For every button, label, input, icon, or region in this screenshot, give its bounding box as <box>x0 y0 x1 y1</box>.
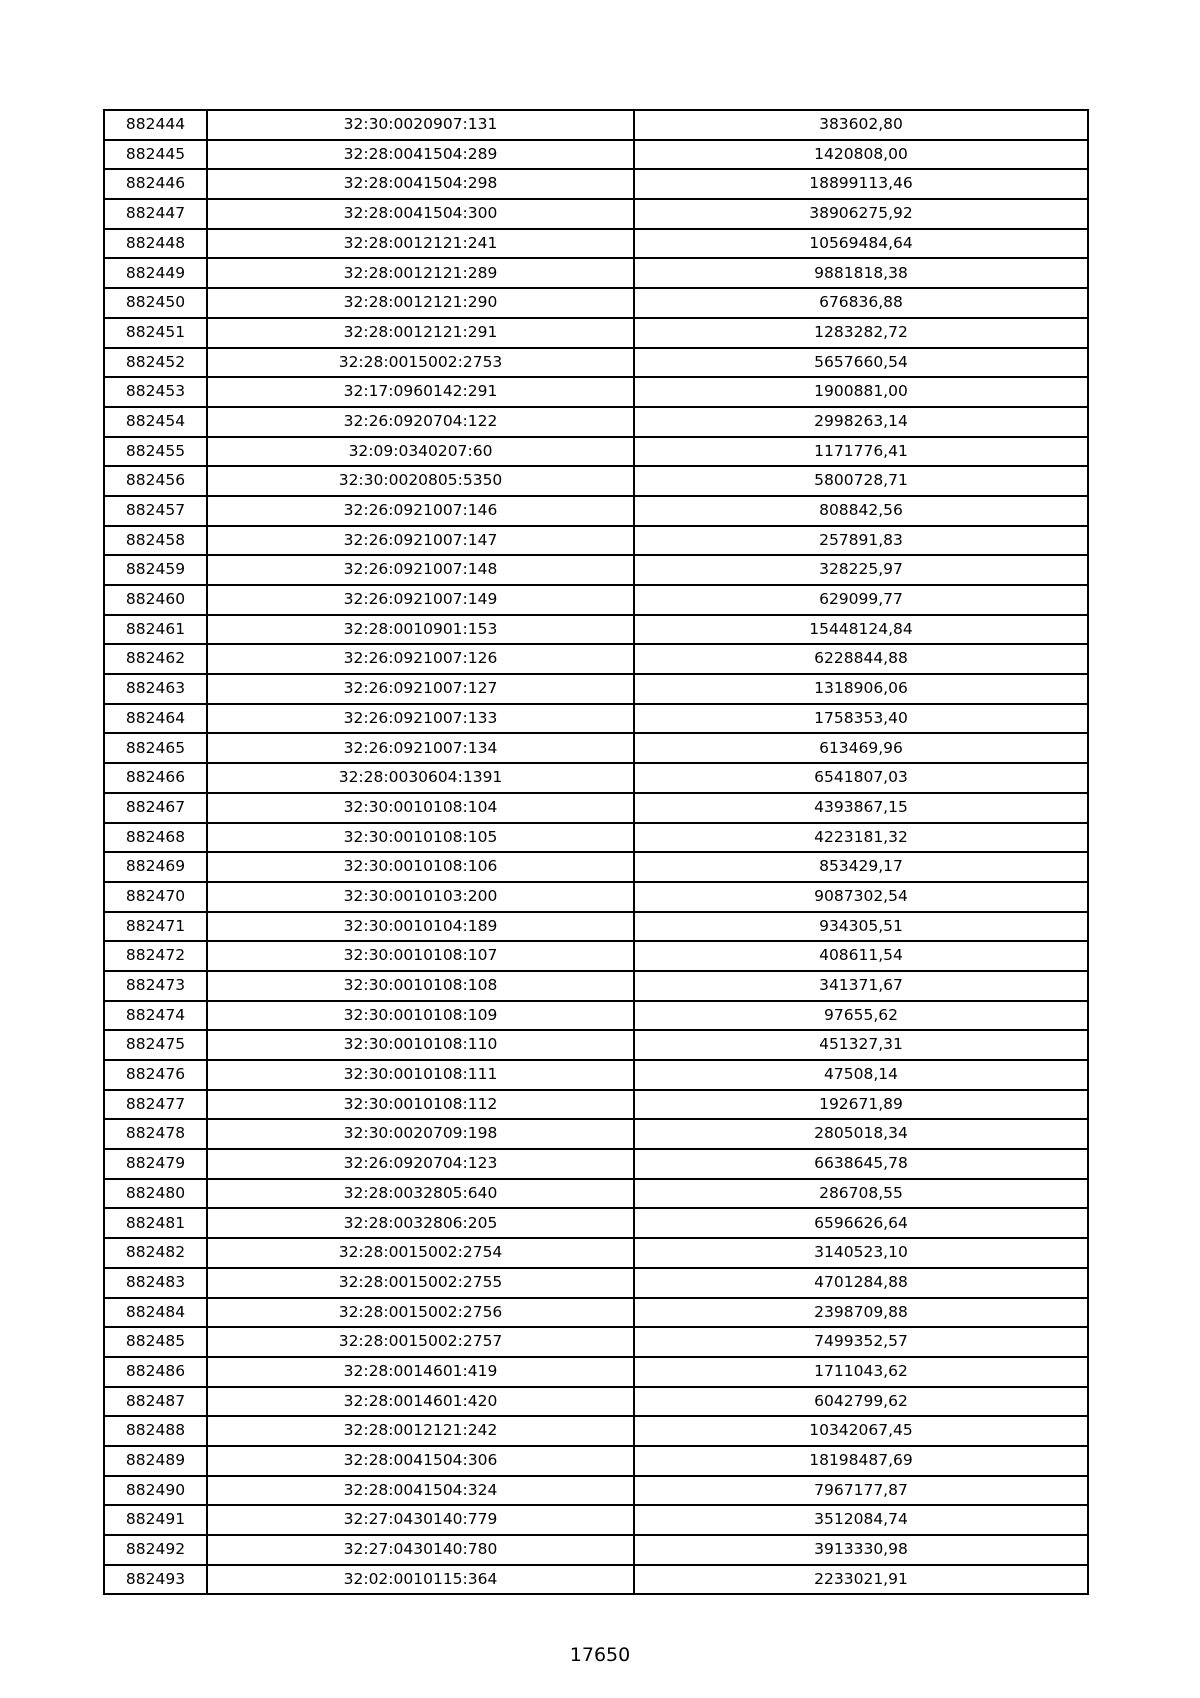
cadastral-number-cell: 32:28:0032806:205 <box>207 1208 634 1238</box>
cadastral-number-cell: 32:28:0012121:241 <box>207 229 634 259</box>
cadastral-value-cell: 328225,97 <box>634 555 1088 585</box>
row-number-cell: 882471 <box>104 912 207 942</box>
row-number-cell: 882487 <box>104 1387 207 1417</box>
table-row <box>104 1357 1088 1387</box>
table-row <box>104 615 1088 645</box>
table-row <box>104 229 1088 259</box>
table-row <box>104 1476 1088 1506</box>
row-number-cell: 882462 <box>104 644 207 674</box>
row-number-cell: 882467 <box>104 793 207 823</box>
row-number-cell: 882480 <box>104 1179 207 1209</box>
cadastral-value-cell: 2998263,14 <box>634 407 1088 437</box>
table-row <box>104 1505 1088 1535</box>
cadastral-value-cell: 7499352,57 <box>634 1327 1088 1357</box>
row-number-cell: 882473 <box>104 971 207 1001</box>
cadastral-value-cell: 4701284,88 <box>634 1268 1088 1298</box>
cadastral-value-cell: 676836,88 <box>634 288 1088 318</box>
cadastral-number-cell: 32:30:0010108:111 <box>207 1060 634 1090</box>
table-row <box>104 1238 1088 1268</box>
cadastral-number-cell: 32:28:0015002:2754 <box>207 1238 634 1268</box>
table-row <box>104 1387 1088 1417</box>
table-row <box>104 258 1088 288</box>
row-number-cell: 882476 <box>104 1060 207 1090</box>
row-number-cell: 882465 <box>104 733 207 763</box>
table-row <box>104 318 1088 348</box>
table-row <box>104 763 1088 793</box>
cadastral-number-cell: 32:02:0010115:364 <box>207 1565 634 1595</box>
cadastral-value-cell: 1318906,06 <box>634 674 1088 704</box>
cadastral-number-cell: 32:26:0921007:148 <box>207 555 634 585</box>
cadastral-value-cell: 7967177,87 <box>634 1476 1088 1506</box>
row-number-cell: 882489 <box>104 1446 207 1476</box>
table-row <box>104 555 1088 585</box>
table-row <box>104 644 1088 674</box>
row-number-cell: 882493 <box>104 1565 207 1595</box>
row-number-cell: 882469 <box>104 852 207 882</box>
cadastral-number-cell: 32:28:0041504:306 <box>207 1446 634 1476</box>
cadastral-value-cell: 47508,14 <box>634 1060 1088 1090</box>
cadastral-number-cell: 32:30:0010108:108 <box>207 971 634 1001</box>
cadastral-number-cell: 32:26:0921007:134 <box>207 733 634 763</box>
cadastral-value-cell: 6541807,03 <box>634 763 1088 793</box>
cadastral-value-cell: 97655,62 <box>634 1001 1088 1031</box>
row-number-cell: 882482 <box>104 1238 207 1268</box>
table-row <box>104 882 1088 912</box>
table-row <box>104 1535 1088 1565</box>
row-number-cell: 882450 <box>104 288 207 318</box>
table-row <box>104 288 1088 318</box>
row-number-cell: 882478 <box>104 1119 207 1149</box>
cadastral-number-cell: 32:28:0015002:2753 <box>207 348 634 378</box>
row-number-cell: 882454 <box>104 407 207 437</box>
row-number-cell: 882449 <box>104 258 207 288</box>
cadastral-number-cell: 32:30:0020709:198 <box>207 1119 634 1149</box>
table-row <box>104 1119 1088 1149</box>
row-number-cell: 882448 <box>104 229 207 259</box>
cadastral-value-cell: 2233021,91 <box>634 1565 1088 1595</box>
table-row <box>104 466 1088 496</box>
cadastral-number-cell: 32:26:0921007:126 <box>207 644 634 674</box>
table-row <box>104 1327 1088 1357</box>
cadastral-value-cell: 6228844,88 <box>634 644 1088 674</box>
row-number-cell: 882484 <box>104 1298 207 1328</box>
cadastral-value-cell: 1711043,62 <box>634 1357 1088 1387</box>
row-number-cell: 882486 <box>104 1357 207 1387</box>
cadastral-number-cell: 32:26:0921007:133 <box>207 704 634 734</box>
cadastral-number-cell: 32:26:0921007:146 <box>207 496 634 526</box>
row-number-cell: 882470 <box>104 882 207 912</box>
cadastral-number-cell: 32:09:0340207:60 <box>207 437 634 467</box>
table-row <box>104 585 1088 615</box>
cadastral-number-cell: 32:28:0030604:1391 <box>207 763 634 793</box>
row-number-cell: 882492 <box>104 1535 207 1565</box>
table-row <box>104 1208 1088 1238</box>
cadastral-value-cell: 629099,77 <box>634 585 1088 615</box>
cadastral-value-cell: 1900881,00 <box>634 377 1088 407</box>
cadastral-value-cell: 934305,51 <box>634 912 1088 942</box>
cadastral-value-cell: 15448124,84 <box>634 615 1088 645</box>
row-number-cell: 882488 <box>104 1416 207 1446</box>
row-number-cell: 882464 <box>104 704 207 734</box>
cadastral-value-cell: 808842,56 <box>634 496 1088 526</box>
cadastral-value-cell: 18899113,46 <box>634 169 1088 199</box>
table-row <box>104 823 1088 853</box>
row-number-cell: 882472 <box>104 941 207 971</box>
table-row <box>104 1298 1088 1328</box>
table-row <box>104 704 1088 734</box>
row-number-cell: 882475 <box>104 1030 207 1060</box>
table-row <box>104 912 1088 942</box>
table-row <box>104 377 1088 407</box>
cadastral-value-cell: 10569484,64 <box>634 229 1088 259</box>
table-row <box>104 437 1088 467</box>
cadastral-value-cell: 1171776,41 <box>634 437 1088 467</box>
cadastral-value-cell: 1283282,72 <box>634 318 1088 348</box>
table-row <box>104 733 1088 763</box>
cadastral-number-cell: 32:30:0010104:189 <box>207 912 634 942</box>
table-row <box>104 1416 1088 1446</box>
cadastral-number-cell: 32:28:0014601:420 <box>207 1387 634 1417</box>
row-number-cell: 882491 <box>104 1505 207 1535</box>
row-number-cell: 882477 <box>104 1090 207 1120</box>
row-number-cell: 882468 <box>104 823 207 853</box>
cadastral-number-cell: 32:30:0020907:131 <box>207 110 634 140</box>
row-number-cell: 882451 <box>104 318 207 348</box>
cadastral-number-cell: 32:30:0010103:200 <box>207 882 634 912</box>
cadastral-value-cell: 192671,89 <box>634 1090 1088 1120</box>
row-number-cell: 882447 <box>104 199 207 229</box>
cadastral-number-cell: 32:30:0010108:104 <box>207 793 634 823</box>
cadastral-number-cell: 32:30:0010108:105 <box>207 823 634 853</box>
row-number-cell: 882490 <box>104 1476 207 1506</box>
table-row <box>104 526 1088 556</box>
cadastral-value-cell: 9087302,54 <box>634 882 1088 912</box>
row-number-cell: 882452 <box>104 348 207 378</box>
table-row <box>104 674 1088 704</box>
table-row <box>104 110 1088 140</box>
row-number-cell: 882461 <box>104 615 207 645</box>
cadastral-value-cell: 2398709,88 <box>634 1298 1088 1328</box>
cadastral-number-cell: 32:28:0041504:300 <box>207 199 634 229</box>
cadastral-number-cell: 32:28:0014601:419 <box>207 1357 634 1387</box>
cadastral-number-cell: 32:30:0010108:110 <box>207 1030 634 1060</box>
table-row <box>104 496 1088 526</box>
table-row <box>104 1001 1088 1031</box>
cadastral-value-cell: 6638645,78 <box>634 1149 1088 1179</box>
cadastral-number-cell: 32:30:0010108:107 <box>207 941 634 971</box>
cadastral-value-cell: 4223181,32 <box>634 823 1088 853</box>
table-row <box>104 407 1088 437</box>
cadastre-value-table <box>103 109 1089 1595</box>
row-number-cell: 882459 <box>104 555 207 585</box>
table-row <box>104 1565 1088 1595</box>
cadastral-number-cell: 32:30:0010108:112 <box>207 1090 634 1120</box>
cadastral-number-cell: 32:28:0012121:289 <box>207 258 634 288</box>
cadastral-number-cell: 32:26:0920704:122 <box>207 407 634 437</box>
cadastral-number-cell: 32:28:0041504:289 <box>207 140 634 170</box>
cadastral-value-cell: 9881818,38 <box>634 258 1088 288</box>
table-row <box>104 348 1088 378</box>
table-row <box>104 1268 1088 1298</box>
row-number-cell: 882460 <box>104 585 207 615</box>
cadastral-number-cell: 32:28:0015002:2757 <box>207 1327 634 1357</box>
cadastral-value-cell: 10342067,45 <box>634 1416 1088 1446</box>
row-number-cell: 882485 <box>104 1327 207 1357</box>
cadastral-number-cell: 32:30:0010108:106 <box>207 852 634 882</box>
cadastral-number-cell: 32:30:0010108:109 <box>207 1001 634 1031</box>
row-number-cell: 882453 <box>104 377 207 407</box>
cadastral-value-cell: 3512084,74 <box>634 1505 1088 1535</box>
cadastral-number-cell: 32:28:0015002:2756 <box>207 1298 634 1328</box>
row-number-cell: 882456 <box>104 466 207 496</box>
cadastral-number-cell: 32:28:0041504:298 <box>207 169 634 199</box>
cadastral-value-cell: 451327,31 <box>634 1030 1088 1060</box>
cadastral-value-cell: 38906275,92 <box>634 199 1088 229</box>
cadastral-number-cell: 32:17:0960142:291 <box>207 377 634 407</box>
row-number-cell: 882445 <box>104 140 207 170</box>
cadastral-value-cell: 613469,96 <box>634 733 1088 763</box>
row-number-cell: 882463 <box>104 674 207 704</box>
page-number: 17650 <box>569 1644 631 1666</box>
cadastral-number-cell: 32:27:0430140:779 <box>207 1505 634 1535</box>
row-number-cell: 882481 <box>104 1208 207 1238</box>
cadastral-number-cell: 32:27:0430140:780 <box>207 1535 634 1565</box>
cadastral-number-cell: 32:26:0921007:149 <box>207 585 634 615</box>
table-row <box>104 1030 1088 1060</box>
table-row <box>104 1179 1088 1209</box>
cadastral-value-cell: 18198487,69 <box>634 1446 1088 1476</box>
cadastral-value-cell: 408611,54 <box>634 941 1088 971</box>
cadastral-number-cell: 32:28:0012121:291 <box>207 318 634 348</box>
cadastral-value-cell: 286708,55 <box>634 1179 1088 1209</box>
row-number-cell: 882474 <box>104 1001 207 1031</box>
cadastral-value-cell: 1758353,40 <box>634 704 1088 734</box>
cadastral-value-cell: 6042799,62 <box>634 1387 1088 1417</box>
cadastral-number-cell: 32:28:0015002:2755 <box>207 1268 634 1298</box>
cadastral-value-cell: 1420808,00 <box>634 140 1088 170</box>
table-row <box>104 1446 1088 1476</box>
cadastral-value-cell: 341371,67 <box>634 971 1088 1001</box>
table-row <box>104 941 1088 971</box>
cadastral-value-cell: 5800728,71 <box>634 466 1088 496</box>
table-row <box>104 1060 1088 1090</box>
row-number-cell: 882479 <box>104 1149 207 1179</box>
cadastral-number-cell: 32:28:0032805:640 <box>207 1179 634 1209</box>
table-row <box>104 793 1088 823</box>
table-row <box>104 852 1088 882</box>
cadastral-value-cell: 5657660,54 <box>634 348 1088 378</box>
cadastral-number-cell: 32:30:0020805:5350 <box>207 466 634 496</box>
cadastral-number-cell: 32:26:0920704:123 <box>207 1149 634 1179</box>
row-number-cell: 882446 <box>104 169 207 199</box>
cadastral-value-cell: 853429,17 <box>634 852 1088 882</box>
row-number-cell: 882483 <box>104 1268 207 1298</box>
cadastral-value-cell: 3913330,98 <box>634 1535 1088 1565</box>
table-row <box>104 140 1088 170</box>
cadastral-value-cell: 2805018,34 <box>634 1119 1088 1149</box>
cadastral-number-cell: 32:28:0012121:242 <box>207 1416 634 1446</box>
cadastral-value-cell: 6596626,64 <box>634 1208 1088 1238</box>
cadastral-number-cell: 32:28:0012121:290 <box>207 288 634 318</box>
table-body <box>104 110 1088 1594</box>
row-number-cell: 882455 <box>104 437 207 467</box>
table-row <box>104 971 1088 1001</box>
cadastral-number-cell: 32:26:0921007:147 <box>207 526 634 556</box>
row-number-cell: 882444 <box>104 110 207 140</box>
row-number-cell: 882457 <box>104 496 207 526</box>
cadastral-number-cell: 32:28:0041504:324 <box>207 1476 634 1506</box>
cadastral-value-cell: 3140523,10 <box>634 1238 1088 1268</box>
table-row <box>104 169 1088 199</box>
cadastral-value-cell: 257891,83 <box>634 526 1088 556</box>
cadastral-number-cell: 32:26:0921007:127 <box>207 674 634 704</box>
table-row <box>104 199 1088 229</box>
cadastral-value-cell: 383602,80 <box>634 110 1088 140</box>
row-number-cell: 882466 <box>104 763 207 793</box>
table-row <box>104 1149 1088 1179</box>
table-row <box>104 1090 1088 1120</box>
cadastral-number-cell: 32:28:0010901:153 <box>207 615 634 645</box>
cadastral-value-cell: 4393867,15 <box>634 793 1088 823</box>
row-number-cell: 882458 <box>104 526 207 556</box>
